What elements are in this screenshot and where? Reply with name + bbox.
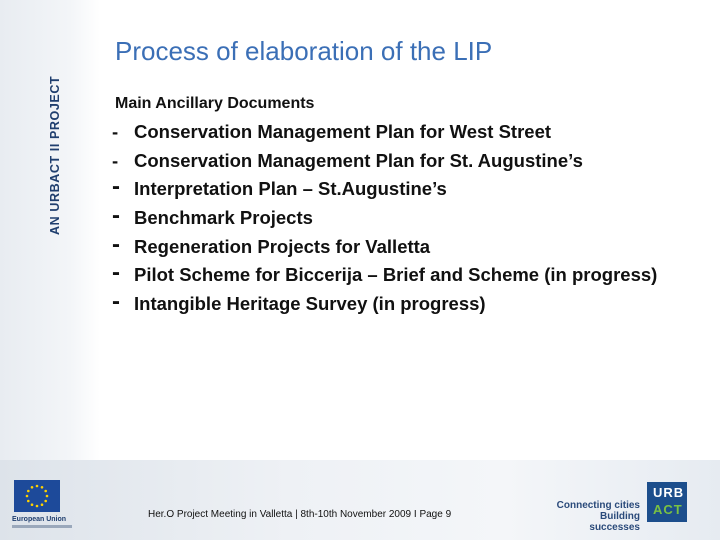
list-item	[112, 230, 672, 259]
eu-flag-icon	[14, 480, 60, 512]
slide-subtitle: Main Ancillary Documents	[115, 95, 315, 112]
list-item-text: Benchmark Projects	[134, 207, 313, 229]
urbact-logo-icon	[647, 482, 687, 522]
list-item-text: Pilot Scheme for Biccerija – Brief and Scheme (in progress)	[134, 264, 658, 286]
eu-fineprint	[12, 525, 72, 528]
urbact-tagline	[550, 500, 640, 533]
list-item-text: Conservation Management Plan for West Street	[134, 121, 552, 142]
bullet-dash: -	[112, 259, 120, 287]
list-item-text: Regeneration Projects for Valletta	[134, 235, 431, 257]
list-item	[112, 202, 672, 230]
list-item-text: Intangible Heritage Survey (in progress)	[134, 293, 486, 315]
urbact-logo-text-top: URB	[653, 485, 685, 500]
list-item	[112, 149, 672, 173]
sidebar-project-label: AN URBACT II PROJECT	[48, 75, 62, 235]
sidebar-label	[48, 75, 66, 235]
urbact-logo-text-bottom: ACT	[653, 502, 683, 517]
list-item	[112, 173, 672, 201]
list-item	[112, 259, 672, 287]
list-item-text: Conservation Management Plan for St. Augustine’s	[134, 149, 583, 171]
bullet-dash: -	[112, 121, 119, 142]
bullet-dash: -	[112, 230, 120, 258]
bullet-dash: -	[112, 288, 120, 316]
list-item	[112, 288, 672, 316]
bullet-dash: -	[112, 202, 120, 230]
footer-text: Her.O Project Meeting in Valletta | 8th-10th November 2009 I Page 9	[148, 509, 452, 520]
slide-title: Process of elaboration of the LIP	[115, 36, 493, 66]
bullet-dash: -	[112, 173, 120, 201]
list-item	[112, 120, 672, 144]
document-list	[112, 120, 672, 321]
sidebar	[0, 0, 100, 540]
tagline-line-2: Building successes	[589, 511, 640, 533]
bullet-dash: -	[112, 149, 119, 171]
list-item-text: Interpretation Plan – St.Augustine’s	[134, 178, 447, 200]
eu-label: European Union	[12, 516, 67, 523]
tagline-line-1: Connecting cities	[556, 500, 640, 511]
